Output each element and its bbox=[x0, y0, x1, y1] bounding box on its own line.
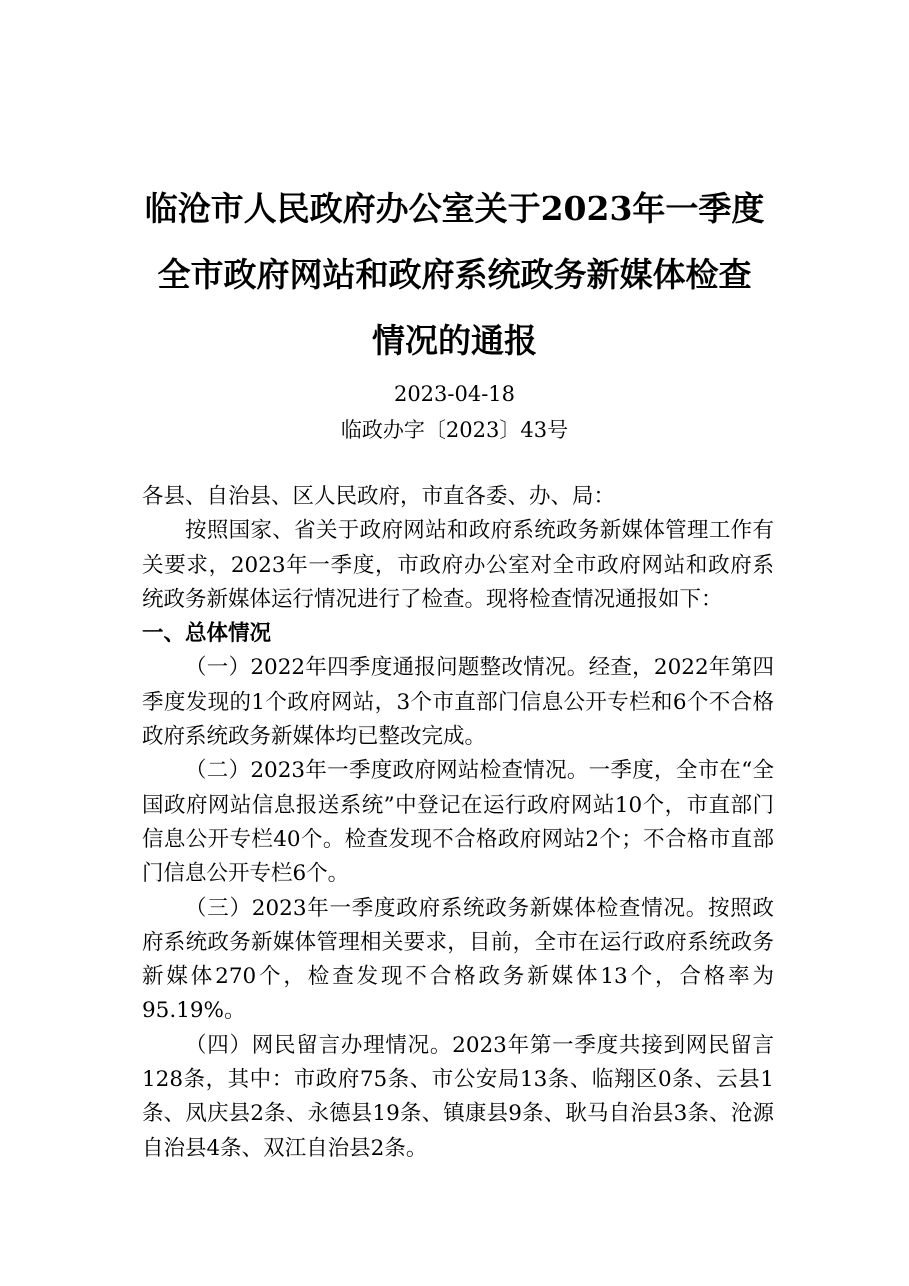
document-number: 临政办字〔2023〕43号 bbox=[340, 418, 569, 442]
intro-paragraph: 按照国家、省关于政府网站和政府系统政务新媒体管理工作有关要求，2023年一季度，市政府办公室对全市政府网站和政府系统政务新媒体运行情况进行了检查。现将检查情况通报如下： bbox=[142, 518, 774, 612]
title-line-3: 情况的通报 bbox=[372, 321, 537, 360]
document-body bbox=[142, 480, 774, 1166]
paragraph-4: （四）网民留言办理情况。2023年第一季度共接到网民留言128条，其中：市政府75条、市公安局13条、临翔区0条、云县1条、凤庆县2条、永德县19条、镇康县9条、耿马自治县3条、沧源自治县4条、双江自治县2条。 bbox=[142, 1032, 774, 1161]
title-line-1: 临沧市人民政府办公室关于2023年一季度 bbox=[144, 189, 765, 228]
title-line-2: 全市政府网站和政府系统政务新媒体检查 bbox=[157, 255, 752, 294]
paragraph-1: （一）2022年四季度通报问题整改情况。经查，2022年第四季度发现的1个政府网站，3个市直部门信息公开专栏和6个不合格政府系统政务新媒体均已整改完成。 bbox=[142, 655, 774, 750]
document-title bbox=[120, 176, 789, 374]
paragraph-2: （二）2023年一季度政府网站检查情况。一季度，全市在“全国政府网站信息报送系统”中登记在运行政府网站10个，市直部门信息公开专栏40个。检查发现不合格政府网站2个；不合格市直部门信息公开专栏6个。 bbox=[142, 758, 774, 887]
publish-date: 2023-04-18 bbox=[393, 382, 516, 406]
salutation: 各县、自治县、区人民政府，市直各委、办、局： bbox=[142, 484, 616, 509]
paragraph-3: （三）2023年一季度政府系统政务新媒体检查情况。按照政府系统政务新媒体管理相关要求，目前，全市在运行政府系统政务新媒体270个，检查发现不合格政务新媒体13个，合格率为95.19%。 bbox=[142, 895, 774, 1024]
section-heading: 一、总体情况 bbox=[142, 621, 272, 647]
